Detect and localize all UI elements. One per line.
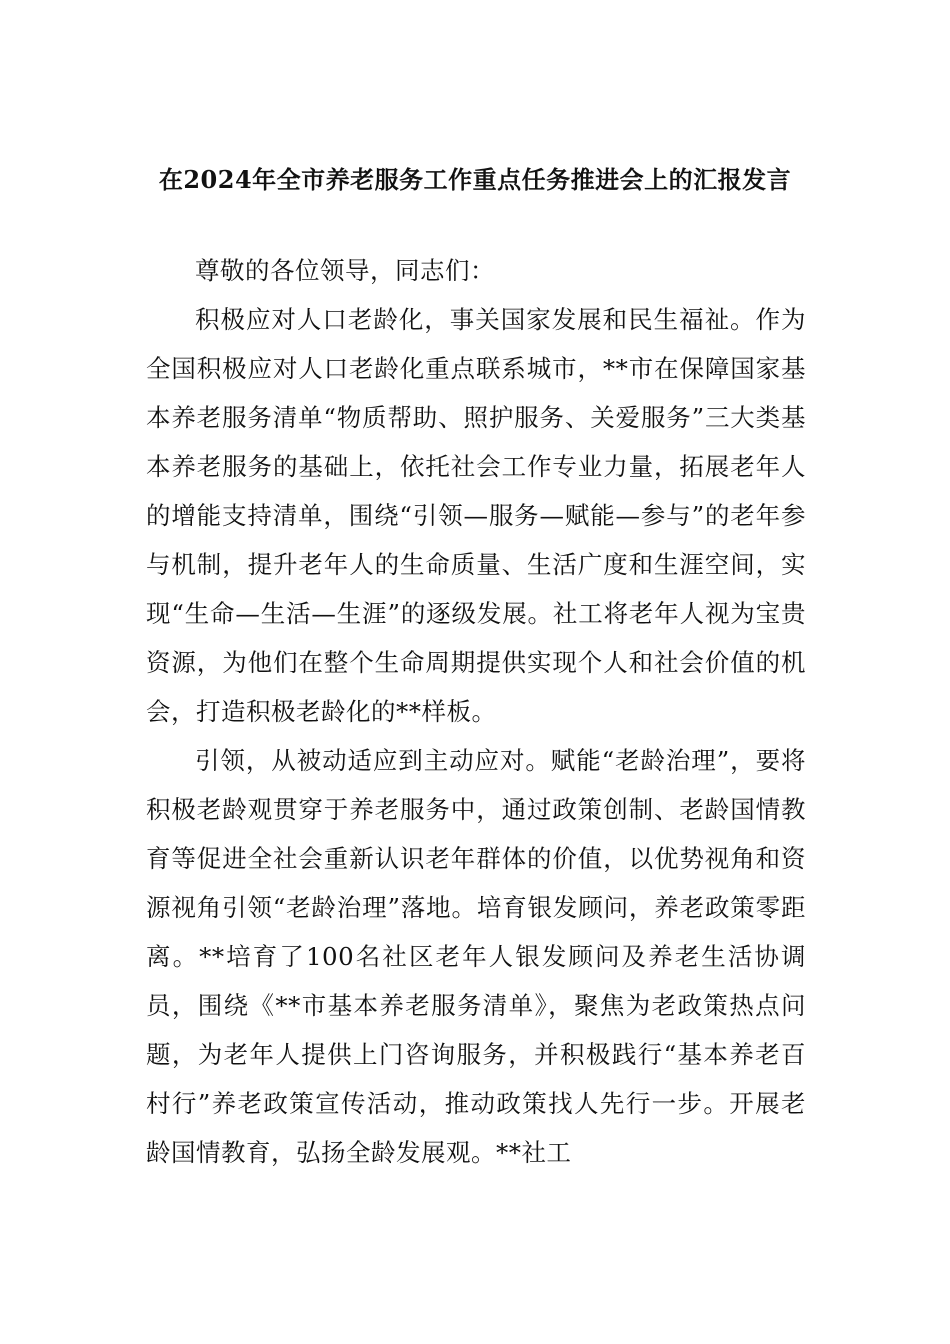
document-title: 在2024年全市养老服务工作重点任务推进会上的汇报发言 xyxy=(158,165,792,194)
paragraph-1: 积极应对人口老龄化，事关国家发展和民生福祉。作为全国积极应对人口老龄化重点联系城市，**市在保障国家基本养老服务清单“物质帮助、照护服务、关爱服务”三大类基本养老服务的基础上，依托社会工作专业力量，拓展老年人的增能支持清单，围绕“引领—服务—赋能—参与”的老年参与机制，提升老年人的生命质量、生活广度和生涯空间，实现“生命—生活—生涯”的逐级发展。社工将老年人视为宝贵资源，为他们在整个生命周期提供实现个人和社会价值的机会，打造积极老龄化的**样板。 xyxy=(146,305,806,726)
document-body xyxy=(146,246,806,1177)
paragraph-2: 引领，从被动适应到主动应对。赋能“老龄治理”，要将积极老龄观贯穿于养老服务中，通过政策创制、老龄国情教育等促进全社会重新认识老年群体的价值，以优势视角和资源视角引领“老龄治理”落地。培育银发顾问，养老政策零距离。**培育了100名社区老年人银发顾问及养老生活协调员，围绕《**市基本养老服务清单》，聚焦为老政策热点问题，为老年人提供上门咨询服务，并积极践行“基本养老百村行”养老政策宣传活动，推动政策找人先行一步。开展老龄国情教育，弘扬全龄发展观。**社工 xyxy=(146,746,806,1167)
salutation: 尊敬的各位领导，同志们： xyxy=(195,256,495,285)
